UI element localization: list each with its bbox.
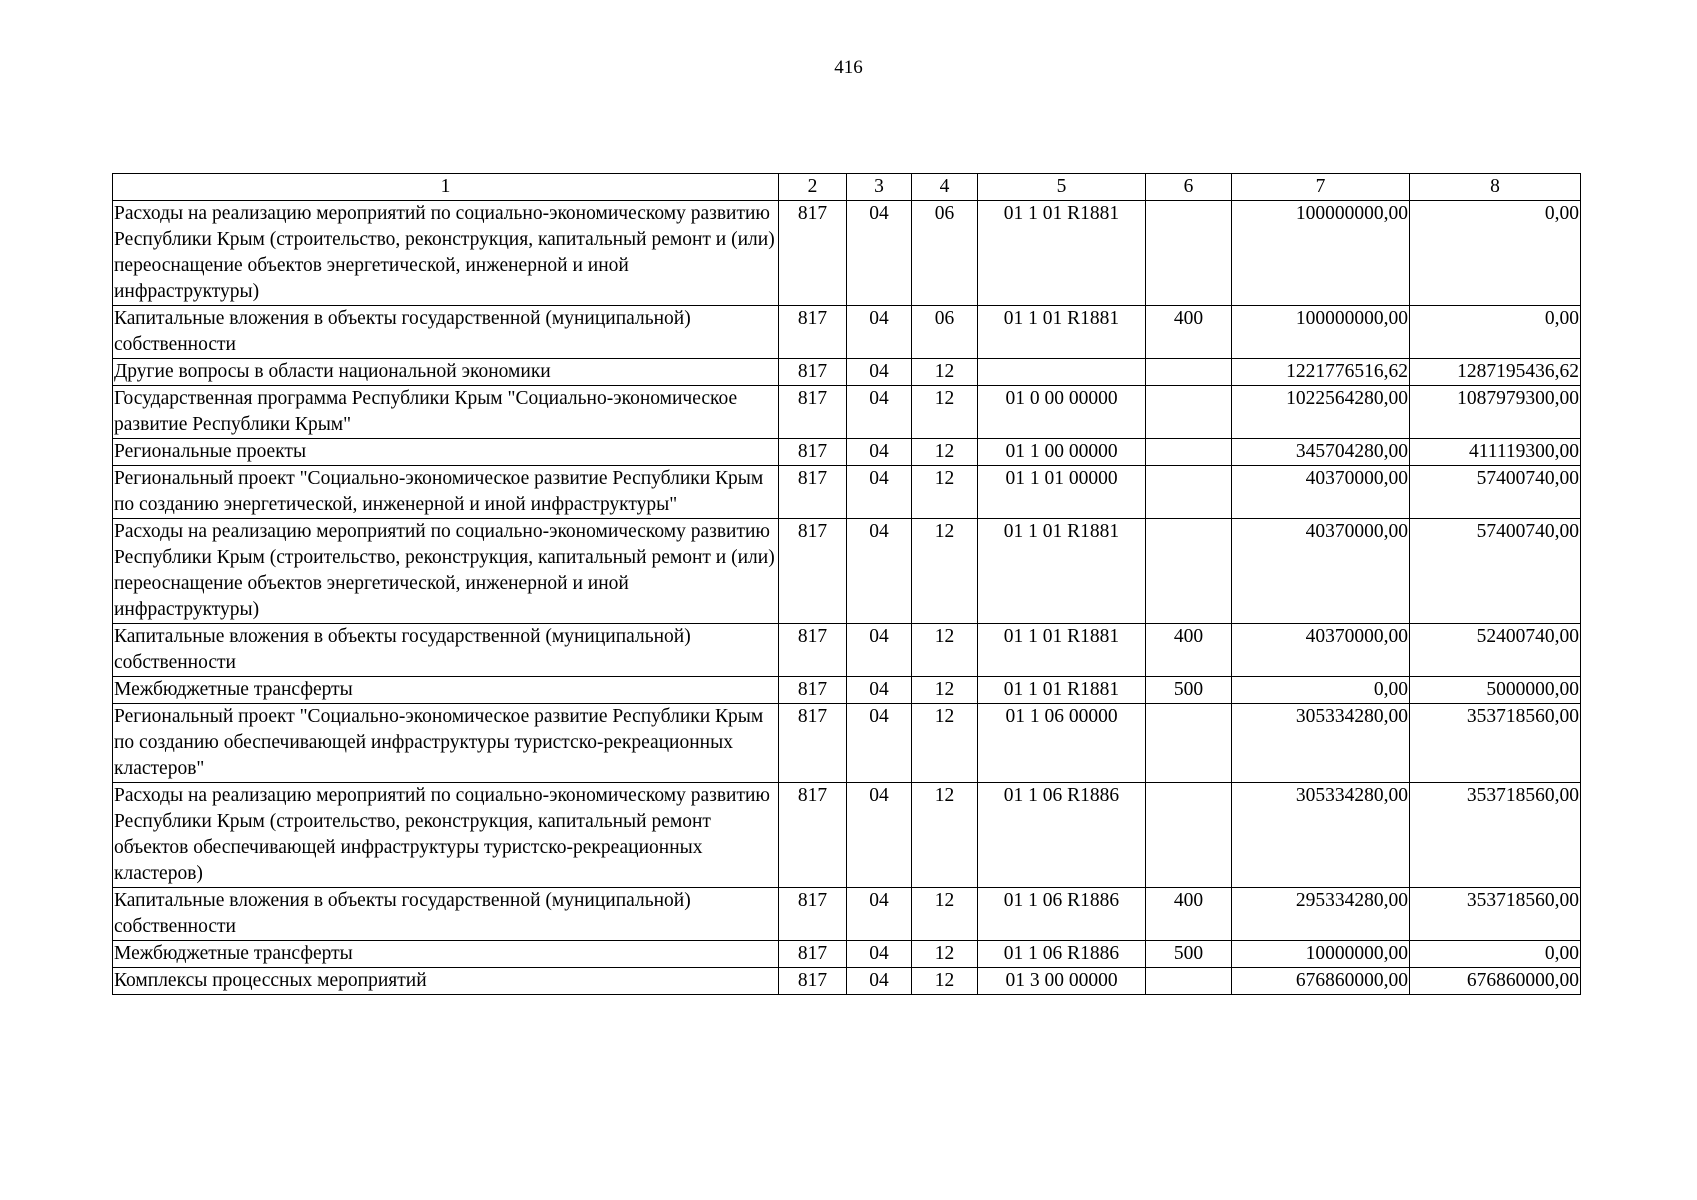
- row-subsection-code: 12: [912, 466, 978, 519]
- row-ministry-code: 817: [779, 624, 847, 677]
- row-subsection-code: 12: [912, 624, 978, 677]
- row-section-code: 04: [847, 439, 912, 466]
- row-ministry-code: 817: [779, 704, 847, 783]
- table-row: [113, 386, 1581, 439]
- row-section-code: 04: [847, 201, 912, 306]
- row-expense-type: [1146, 968, 1232, 995]
- row-amount-year-1: 295334280,00: [1232, 888, 1410, 941]
- row-amount-year-2: 353718560,00: [1410, 704, 1581, 783]
- row-section-code: 04: [847, 783, 912, 888]
- row-amount-year-2: 0,00: [1410, 201, 1581, 306]
- row-name: Межбюджетные трансферты: [113, 941, 779, 968]
- row-ministry-code: 817: [779, 677, 847, 704]
- row-amount-year-2: 676860000,00: [1410, 968, 1581, 995]
- row-amount-year-1: 40370000,00: [1232, 466, 1410, 519]
- row-section-code: 04: [847, 941, 912, 968]
- row-target-article: 01 1 01 R1881: [978, 306, 1146, 359]
- row-target-article: 01 1 00 00000: [978, 439, 1146, 466]
- row-name: Региональные проекты: [113, 439, 779, 466]
- row-name: Капитальные вложения в объекты государственной (муниципальной) собственности: [113, 624, 779, 677]
- table-row: [113, 941, 1581, 968]
- table-row: [113, 359, 1581, 386]
- row-amount-year-2: 0,00: [1410, 306, 1581, 359]
- row-name: Региональный проект "Социально-экономическое развитие Республики Крым по созданию обеспечивающей инфраструктуры туристско-рекреационных кластеров": [113, 704, 779, 783]
- row-amount-year-1: 676860000,00: [1232, 968, 1410, 995]
- row-amount-year-2: 5000000,00: [1410, 677, 1581, 704]
- header-row: [113, 174, 1581, 201]
- row-amount-year-1: 305334280,00: [1232, 783, 1410, 888]
- row-amount-year-2: 353718560,00: [1410, 783, 1581, 888]
- table-row: [113, 201, 1581, 306]
- row-name: Капитальные вложения в объекты государственной (муниципальной) собственности: [113, 306, 779, 359]
- row-name: Государственная программа Республики Крым "Социально-экономическое развитие Республики Крым": [113, 386, 779, 439]
- row-expense-type: [1146, 466, 1232, 519]
- column-header-8: 8: [1410, 174, 1581, 201]
- row-ministry-code: 817: [779, 519, 847, 624]
- row-subsection-code: 12: [912, 677, 978, 704]
- row-amount-year-1: 1022564280,00: [1232, 386, 1410, 439]
- row-expense-type: [1146, 439, 1232, 466]
- row-amount-year-2: 411119300,00: [1410, 439, 1581, 466]
- row-ministry-code: 817: [779, 888, 847, 941]
- row-section-code: 04: [847, 306, 912, 359]
- row-target-article: 01 1 06 R1886: [978, 888, 1146, 941]
- row-expense-type: 400: [1146, 624, 1232, 677]
- row-target-article: 01 1 01 00000: [978, 466, 1146, 519]
- row-subsection-code: 06: [912, 201, 978, 306]
- row-section-code: 04: [847, 888, 912, 941]
- table-row: [113, 439, 1581, 466]
- table-row: [113, 888, 1581, 941]
- row-amount-year-1: 10000000,00: [1232, 941, 1410, 968]
- row-ministry-code: 817: [779, 783, 847, 888]
- row-amount-year-1: 305334280,00: [1232, 704, 1410, 783]
- column-header-4: 4: [912, 174, 978, 201]
- row-ministry-code: 817: [779, 941, 847, 968]
- row-expense-type: [1146, 386, 1232, 439]
- row-target-article: 01 3 00 00000: [978, 968, 1146, 995]
- row-section-code: 04: [847, 466, 912, 519]
- row-ministry-code: 817: [779, 306, 847, 359]
- row-subsection-code: 12: [912, 359, 978, 386]
- row-expense-type: [1146, 783, 1232, 888]
- row-subsection-code: 12: [912, 704, 978, 783]
- row-section-code: 04: [847, 386, 912, 439]
- column-header-3: 3: [847, 174, 912, 201]
- row-amount-year-1: 0,00: [1232, 677, 1410, 704]
- row-expense-type: [1146, 359, 1232, 386]
- table-row: [113, 968, 1581, 995]
- table-row: [113, 704, 1581, 783]
- row-ministry-code: 817: [779, 466, 847, 519]
- row-section-code: 04: [847, 359, 912, 386]
- row-name: Капитальные вложения в объекты государственной (муниципальной) собственности: [113, 888, 779, 941]
- row-amount-year-1: 100000000,00: [1232, 201, 1410, 306]
- table-row: [113, 519, 1581, 624]
- table-body: [113, 201, 1581, 995]
- row-expense-type: 400: [1146, 306, 1232, 359]
- table-row: [113, 624, 1581, 677]
- row-name: Расходы на реализацию мероприятий по социально-экономическому развитию Республики Крым (строительство, реконструкция, капитальный ремонт и (или) переоснащение объектов энергетической, инженерной и иной инфраструктуры): [113, 519, 779, 624]
- row-amount-year-2: 57400740,00: [1410, 519, 1581, 624]
- row-target-article: [978, 359, 1146, 386]
- row-subsection-code: 12: [912, 386, 978, 439]
- row-ministry-code: 817: [779, 386, 847, 439]
- row-section-code: 04: [847, 677, 912, 704]
- row-target-article: 01 1 01 R1881: [978, 519, 1146, 624]
- row-ministry-code: 817: [779, 439, 847, 466]
- row-target-article: 01 1 06 00000: [978, 704, 1146, 783]
- table-header: [113, 174, 1581, 201]
- column-header-1: 1: [113, 174, 779, 201]
- row-amount-year-1: 40370000,00: [1232, 624, 1410, 677]
- row-amount-year-1: 345704280,00: [1232, 439, 1410, 466]
- row-target-article: 01 1 06 R1886: [978, 783, 1146, 888]
- row-amount-year-2: 1087979300,00: [1410, 386, 1581, 439]
- table-row: [113, 306, 1581, 359]
- row-expense-type: 500: [1146, 677, 1232, 704]
- row-section-code: 04: [847, 704, 912, 783]
- row-subsection-code: 12: [912, 888, 978, 941]
- column-header-5: 5: [978, 174, 1146, 201]
- row-target-article: 01 1 06 R1886: [978, 941, 1146, 968]
- row-subsection-code: 12: [912, 783, 978, 888]
- row-target-article: 01 0 00 00000: [978, 386, 1146, 439]
- row-section-code: 04: [847, 968, 912, 995]
- row-amount-year-1: 100000000,00: [1232, 306, 1410, 359]
- row-name: Региональный проект "Социально-экономическое развитие Республики Крым по созданию энергетической, инженерной и иной инфраструктуры": [113, 466, 779, 519]
- row-name: Межбюджетные трансферты: [113, 677, 779, 704]
- row-ministry-code: 817: [779, 968, 847, 995]
- row-name: Комплексы процессных мероприятий: [113, 968, 779, 995]
- column-header-6: 6: [1146, 174, 1232, 201]
- column-header-7: 7: [1232, 174, 1410, 201]
- row-section-code: 04: [847, 624, 912, 677]
- table-row: [113, 466, 1581, 519]
- row-subsection-code: 06: [912, 306, 978, 359]
- row-target-article: 01 1 01 R1881: [978, 677, 1146, 704]
- row-subsection-code: 12: [912, 968, 978, 995]
- row-subsection-code: 12: [912, 941, 978, 968]
- table-row: [113, 783, 1581, 888]
- row-amount-year-2: 52400740,00: [1410, 624, 1581, 677]
- row-name: Расходы на реализацию мероприятий по социально-экономическому развитию Республики Крым (строительство, реконструкция, капитальный ремонт объектов обеспечивающей инфраструктуры туристско-рекреационных кластеров): [113, 783, 779, 888]
- row-expense-type: [1146, 519, 1232, 624]
- table-row: [113, 677, 1581, 704]
- row-amount-year-2: 353718560,00: [1410, 888, 1581, 941]
- row-amount-year-2: 0,00: [1410, 941, 1581, 968]
- page-number: 416: [834, 57, 863, 78]
- row-expense-type: [1146, 704, 1232, 783]
- row-amount-year-1: 1221776516,62: [1232, 359, 1410, 386]
- row-subsection-code: 12: [912, 439, 978, 466]
- row-expense-type: 500: [1146, 941, 1232, 968]
- row-target-article: 01 1 01 R1881: [978, 624, 1146, 677]
- row-amount-year-2: 57400740,00: [1410, 466, 1581, 519]
- row-amount-year-1: 40370000,00: [1232, 519, 1410, 624]
- row-amount-year-2: 1287195436,62: [1410, 359, 1581, 386]
- row-expense-type: [1146, 201, 1232, 306]
- row-target-article: 01 1 01 R1881: [978, 201, 1146, 306]
- row-subsection-code: 12: [912, 519, 978, 624]
- row-ministry-code: 817: [779, 201, 847, 306]
- row-name: Другие вопросы в области национальной экономики: [113, 359, 779, 386]
- budget-table: [112, 173, 1581, 995]
- row-name: Расходы на реализацию мероприятий по социально-экономическому развитию Республики Крым (строительство, реконструкция, капитальный ремонт и (или) переоснащение объектов энергетической, инженерной и иной инфраструктуры): [113, 201, 779, 306]
- row-ministry-code: 817: [779, 359, 847, 386]
- row-section-code: 04: [847, 519, 912, 624]
- row-expense-type: 400: [1146, 888, 1232, 941]
- column-header-2: 2: [779, 174, 847, 201]
